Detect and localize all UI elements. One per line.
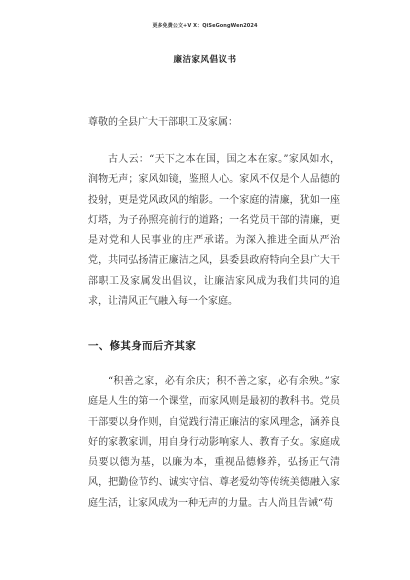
paragraph-section-1: “积善之家，必有余庆；积不善之家，必有余殃。”家庭是人生的第一个课堂，而家风则是最初的教科书。党员干部要以身作则，自觉践行清正廉洁的家风理念，涵养良好的家教家训，用自身行动影响家人、教育子女。家庭成员要以德为基，以廉为本，重视品德修养，弘扬正气清风，把勤俭节约、诚实守信、尊老爱幼等传统美德融入家庭生活，让家风成为一种无声的力量。古人尚且告诫“苟 — [88, 376, 340, 509]
paragraph-intro: 古人云：“天下之本在国，国之本在家。”家风如水，润物无声；家风如镜，鉴照人心。家风不仅是个人品德的投射，更是党风政风的缩影。一个家庭的清廉，犹如一座灯塔，为子孙照亮前行的道路；一名党员干部的清廉，更是对党和人民事业的庄严承诺。为深入推进全面从严治党，共同弘扬清正廉洁之风，县委县政府特向全县广大干部职工及家属发出倡议，让廉洁家风成为我们共同的追求，让清风正气融入每一个家庭。 — [88, 154, 340, 308]
header-note: 更多免费公文+V X：QiSeGongWen2024 — [152, 23, 258, 29]
section-heading-1: 一、修其身而后齐其家 — [88, 340, 196, 352]
salutation: 尊敬的全县广大干部职工及家属： — [88, 117, 238, 128]
document-title: 廉洁家风倡议书 — [173, 55, 237, 65]
